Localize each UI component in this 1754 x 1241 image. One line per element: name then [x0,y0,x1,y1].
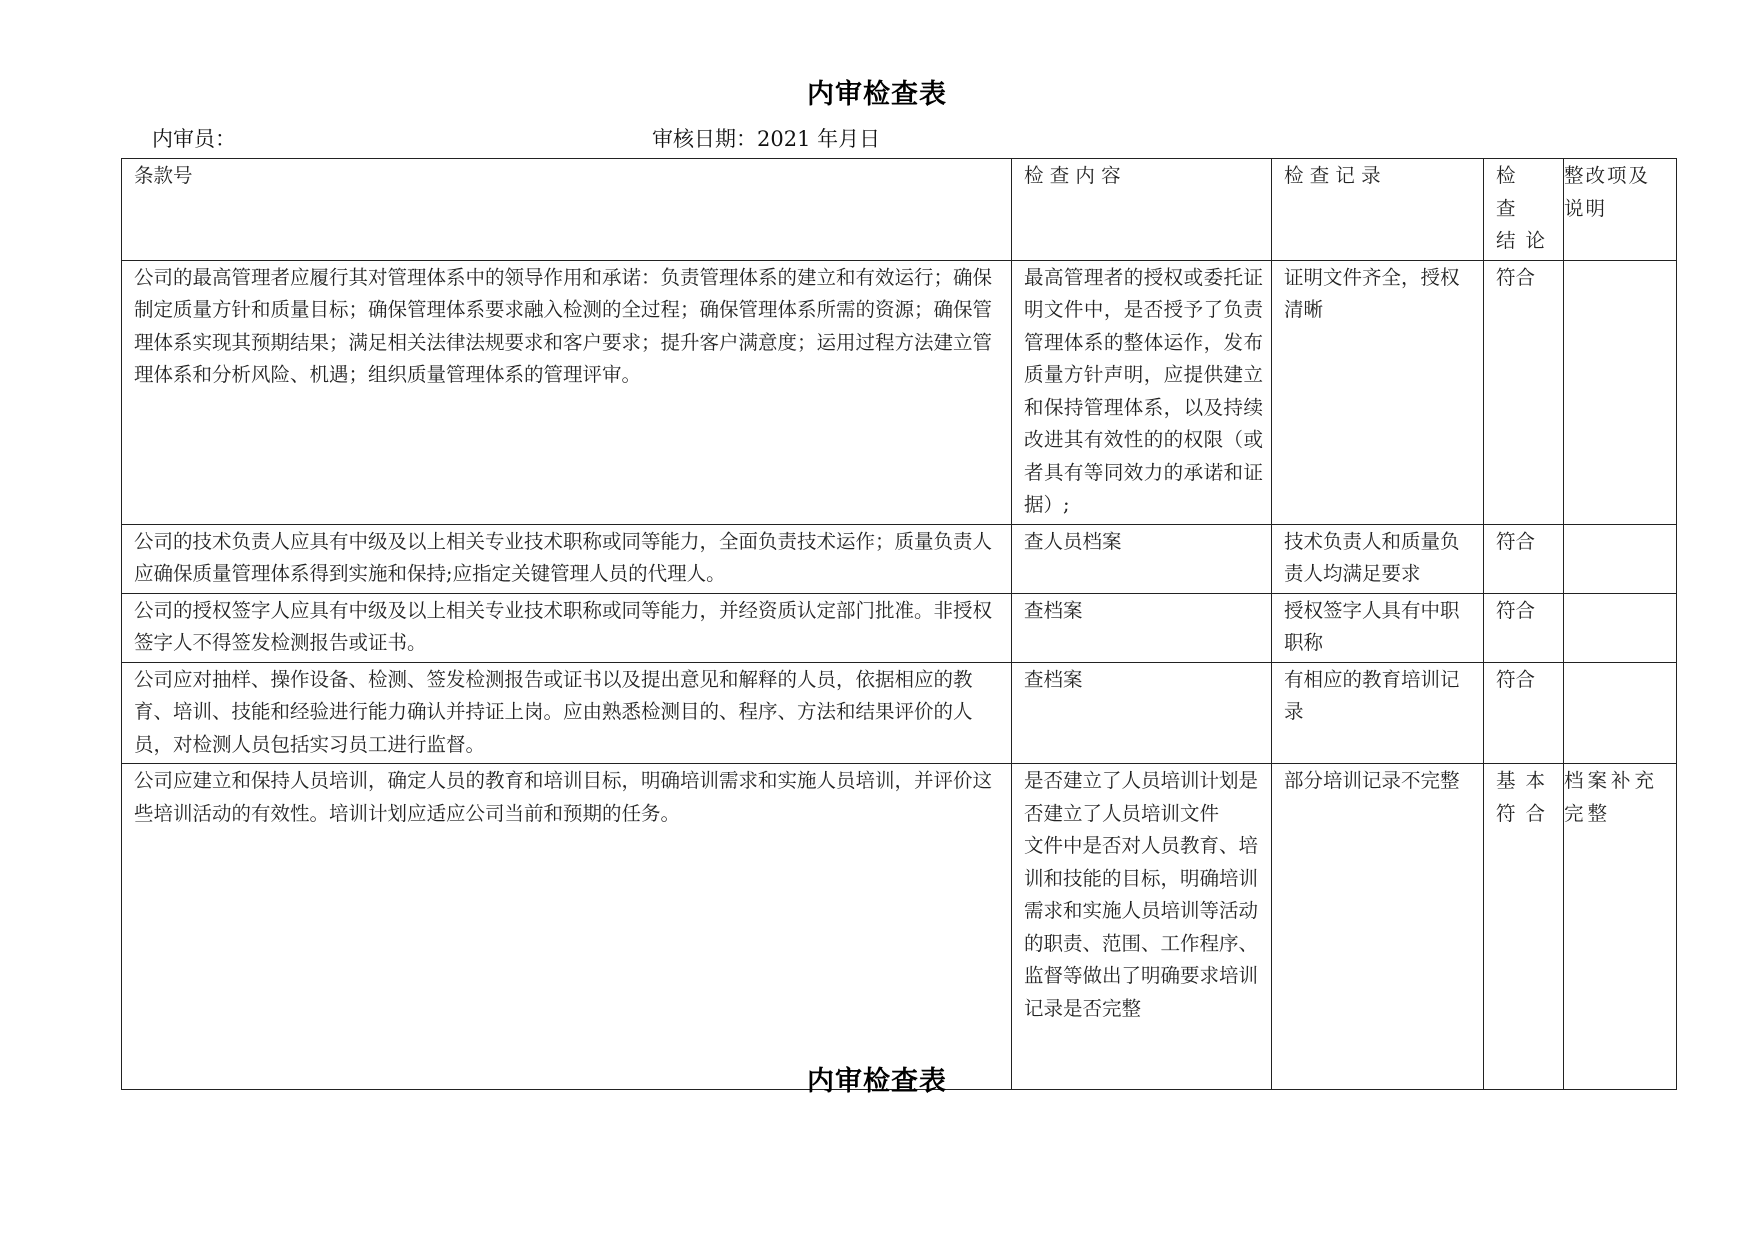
remark-cell [1564,260,1677,524]
content-cell: 查人员档案 [1012,524,1272,593]
table-row [122,524,1677,593]
header-record: 检 查 记 录 [1272,159,1484,261]
audit-checklist-table [121,158,1677,1090]
remark-cell [1564,524,1677,593]
table-row [122,593,1677,662]
conclusion-cell: 符合 [1484,524,1564,593]
header-remark: 整改项及说明 [1564,159,1677,261]
conclusion-cell: 符合 [1484,593,1564,662]
clause-cell: 公司的技术负责人应具有中级及以上相关专业技术职称或同等能力，全面负责技术运作；质量负责人应确保质量管理体系得到实施和保持;应指定关键管理人员的代理人。 [122,524,1012,593]
record-cell: 证明文件齐全，授权清晰 [1272,260,1484,524]
content-cell: 最高管理者的授权或委托证明文件中，是否授予了负责管理体系的整体运作，发布质量方针声明，应提供建立和保持管理体系，以及持续改进其有效性的的权限（或者具有等同效力的承诺和证据）; [1012,260,1272,524]
content-cell: 是否建立了人员培训计划是否建立了人员培训文件 文件中是否对人员教育、培训和技能的目标，明确培训需求和实施人员培训等活动的职责、范围、工作程序、监督等做出了明确要求培训记录是否完整 [1012,764,1272,1090]
clause-cell: 公司应对抽样、操作设备、检测、签发检测报告或证书以及提出意见和解释的人员，依据相应的教育、培训、技能和经验进行能力确认并持证上岗。应由熟悉检测目的、程序、方法和结果评价的人员，对检测人员包括实习员工进行监督。 [122,662,1012,764]
remark-cell [1564,662,1677,764]
auditor-label: 内审员： [152,127,236,151]
record-cell: 部分培训记录不完整 [1272,764,1484,1090]
content-cell: 查档案 [1012,662,1272,764]
table-row [122,764,1677,1090]
table-header-row [122,159,1677,261]
conclusion-cell: 基本符合 [1484,764,1564,1090]
table-row [122,662,1677,764]
header-conclusion: 检 查 结论 [1484,159,1564,261]
remark-cell: 档案补充完整 [1564,764,1677,1090]
clause-cell: 公司应建立和保持人员培训，确定人员的教育和培训目标，明确培训需求和实施人员培训，并评价这些培训活动的有效性。培训计划应适应公司当前和预期的任务。 [122,764,1012,1090]
record-cell: 有相应的教育培训记录 [1272,662,1484,764]
header-content: 检 查 内 容 [1012,159,1272,261]
clause-cell: 公司的最高管理者应履行其对管理体系中的领导作用和承诺：负责管理体系的建立和有效运行；确保制定质量方针和质量目标；确保管理体系要求融入检测的全过程；确保管理体系所需的资源；确保管理体系实现其预期结果；满足相关法律法规要求和客户要求；提升客户满意度；运用过程方法建立管理体系和分析风险、机遇；组织质量管理体系的管理评审。 [122,260,1012,524]
conclusion-cell: 符合 [1484,662,1564,764]
header-clause: 条款号 [122,159,1012,261]
continuation-title: 内审检查表 [807,1066,947,1097]
record-cell: 技术负责人和质量负责人均满足要求 [1272,524,1484,593]
table-row [122,260,1677,524]
remark-cell [1564,593,1677,662]
content-cell: 查档案 [1012,593,1272,662]
page-title: 内审检查表 [807,79,947,110]
audit-date-label: 审核日期：2021 年月日 [652,127,881,151]
record-cell: 授权签字人具有中职职称 [1272,593,1484,662]
clause-cell: 公司的授权签字人应具有中级及以上相关专业技术职称或同等能力，并经资质认定部门批准。非授权签字人不得签发检测报告或证书。 [122,593,1012,662]
conclusion-cell: 符合 [1484,260,1564,524]
